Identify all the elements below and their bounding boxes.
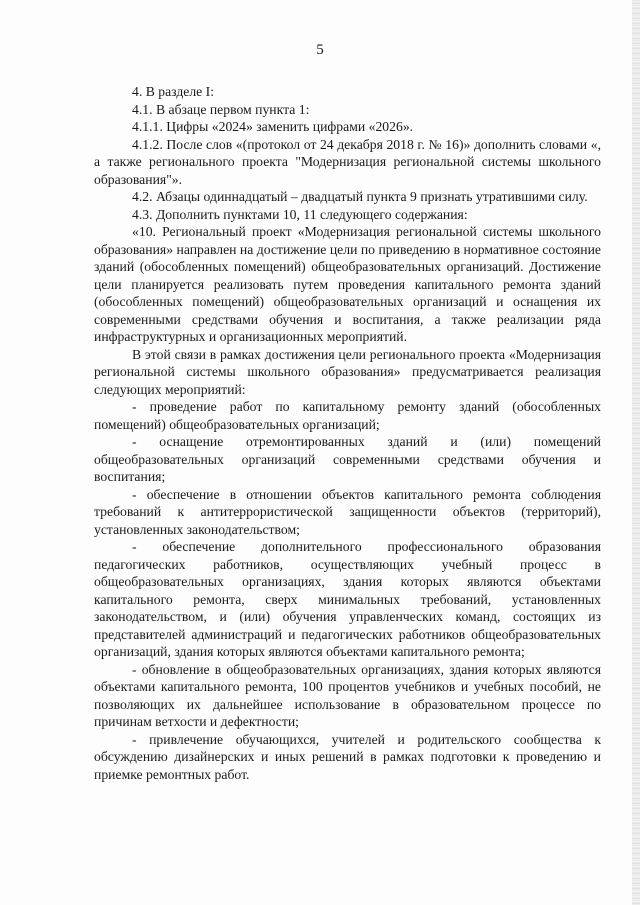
list-item: - проведение работ по капитальному ремонту зданий (обособленных помещений) общеобразовательных организаций; [94,399,601,432]
paragraph: 4.1.2. После слов «(протокол от 24 декабря 2018 г. № 16)» дополнить словами «, а также регионального проекта "Модернизация региональной системы школьного образования"». [94,136,601,187]
page-number: 5 [316,42,324,58]
paragraph: 4. В разделе I: [132,84,215,99]
document-body [94,83,601,783]
list-item: - обновление в общеобразовательных организациях, здания которых являются объектами капитального ремонта, 100 процентов учебников и учебных пособий, не позволяющих их дальнейшее использование в образовательном процессе по причинам ветхости и дефектности; [94,661,601,729]
paragraph: «10. Региональный проект «Модернизация региональной системы школьного образования» направлен на достижение цели по приведению в нормативное состояние зданий (обособленных помещений) общеобразовательных организаций. Достижение цели планируется реализовать путем проведения капитального ремонта зданий (обособленных помещений) общеобразовательных организаций и оснащения их современными средствами обучения и воспитания, а также реализации ряда инфраструктурных и организационных мероприятий. [94,224,601,344]
paragraph: 4.3. Дополнить пунктами 10, 11 следующего содержания: [132,206,468,222]
page-edge [632,0,640,905]
list-item: - оснащение отремонтированных зданий и (или) помещений общеобразовательных организаций современными средствами обучения и воспитания; [94,434,601,484]
list-item: - обеспечение в отношении объектов капитального ремонта соблюдения требований к антитеррористической защищенности объектов (территорий), установленных законодательством; [94,486,601,537]
paragraph: 4.1.1. Цифры «2024» заменить цифрами «2026». [132,119,414,134]
list-item: - обеспечение дополнительного профессионального образования педагогических работников, осуществляющих учебный процесс в общеобразовательных организациях, здания которых являются объектами капитального ремонта, сверх минимальных требований, установленных законодательством, и (или) обучения управленческих команд, состоящих из представителей администраций и педагогических работников общеобразовательных организаций, здания которых являются объектами капитального ремонта; [94,539,601,659]
list-item: - привлечение обучающихся, учителей и родительского сообщества к обсуждению дизайнерских и иных решений в рамках подготовки к проведению и приемке ремонтных работ. [94,731,601,782]
paragraph: 4.2. Абзацы одиннадцатый – двадцатый пункта 9 признать утратившими силу. [132,189,588,204]
paragraph: В этой связи в рамках достижения цели регионального проекта «Модернизация региональной системы школьного образования» предусматривается реализация следующих мероприятий: [94,346,601,397]
paragraph: 4.1. В абзаце первом пункта 1: [132,101,310,117]
